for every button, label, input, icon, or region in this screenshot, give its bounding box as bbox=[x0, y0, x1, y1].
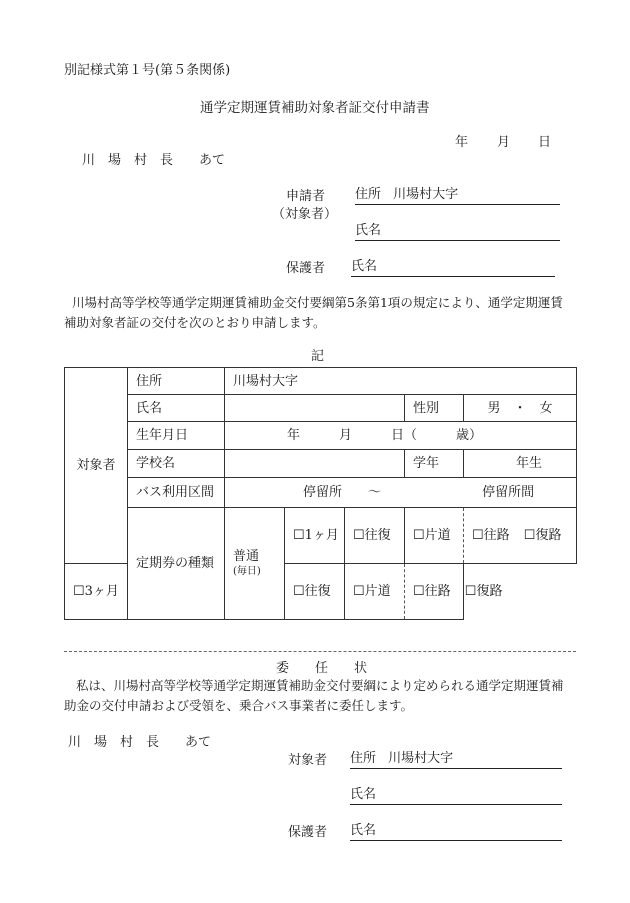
school-value-cell[interactable] bbox=[225, 450, 405, 478]
pass-type-sub: (毎日) bbox=[233, 566, 261, 577]
checkbox-oneway-2[interactable]: ☐片道 bbox=[345, 564, 405, 620]
delegation-address-label: 住所 bbox=[350, 751, 377, 766]
ki-label: 記 bbox=[311, 349, 325, 364]
delegation-address-field[interactable] bbox=[350, 752, 562, 769]
checkbox-outbound-1[interactable]: ☐往路 bbox=[472, 528, 510, 543]
checkbox-return-1[interactable]: ☐復路 bbox=[523, 528, 562, 543]
delegation-addressee: 川 場 村 長 あて bbox=[68, 735, 212, 750]
delegation-guardian-name-field[interactable] bbox=[350, 824, 562, 841]
applicant-name-label: 氏名 bbox=[355, 223, 382, 238]
applicant-address-field[interactable] bbox=[355, 188, 560, 205]
checkbox-roundtrip-1[interactable]: ☐往復 bbox=[345, 508, 405, 564]
delegation-subject-label: 対象者 bbox=[288, 753, 328, 768]
delegation-line1: 私は、川場村高等学校等通学定期運賃補助金交付要綱により定められる通学定期運賃補 bbox=[76, 678, 564, 693]
subject-label-cell: 対象者 bbox=[65, 368, 128, 564]
bus-to-text: 停留所間 bbox=[482, 485, 535, 500]
applicant-sublabel: （対象者） bbox=[272, 207, 338, 222]
gender-value-cell[interactable]: 男 ・ 女 bbox=[464, 395, 577, 422]
birth-label-cell: 生年月日 bbox=[128, 422, 225, 450]
addressee: 川 場 村 長 あて bbox=[82, 153, 226, 168]
checkbox-3month[interactable]: ☐3ヶ月 bbox=[65, 564, 128, 620]
checkbox-outbound-2[interactable]: ☐往路 bbox=[413, 584, 451, 599]
applicant-address-label: 住所 bbox=[355, 187, 382, 202]
gender-label-cell: 性別 bbox=[405, 395, 464, 422]
applicant-address-value: 川場村大字 bbox=[393, 187, 459, 202]
pass-type-text: 普通 bbox=[233, 549, 260, 564]
delegation-address-value: 川場村大字 bbox=[388, 751, 454, 766]
delegation-line2: 助金の交付申請および受領を、乗合バス事業者に委任します。 bbox=[64, 698, 414, 713]
pass-label-cell: 定期券の種類 bbox=[128, 508, 225, 620]
form-title: 通学定期運賃補助対象者証交付申請書 bbox=[200, 100, 430, 116]
delegation-guardian-name-label: 氏名 bbox=[350, 823, 377, 838]
application-table bbox=[64, 367, 577, 620]
delegation-guardian-label: 保護者 bbox=[288, 825, 328, 840]
guardian-name-label: 氏名 bbox=[351, 259, 378, 274]
bus-section-cell[interactable] bbox=[225, 478, 577, 508]
delegation-title: 委 任 状 bbox=[276, 661, 368, 676]
grade-value-cell[interactable]: 年生 bbox=[464, 450, 577, 478]
birth-value-cell[interactable]: 年 月 日（ 歳） bbox=[225, 422, 577, 450]
checkbox-return-2[interactable]: ☐復路 bbox=[464, 584, 503, 599]
applicant-label: 申請者 bbox=[286, 189, 326, 204]
date-day-label: 日 bbox=[538, 135, 552, 150]
checkbox-outbound-return-2[interactable] bbox=[405, 564, 503, 620]
cut-line-divider bbox=[64, 651, 576, 652]
checkbox-1month[interactable]: ☐1ヶ月 bbox=[285, 508, 345, 564]
pass-type-cell bbox=[225, 508, 285, 620]
checkbox-oneway-1[interactable]: ☐片道 bbox=[405, 508, 464, 564]
form-reference: 別記様式第１号(第５条関係) bbox=[64, 63, 231, 78]
body-text-line1: 川場村高等学校等通学定期運賃補助金交付要綱第5条第1項の規定により、通学定期運賃 bbox=[72, 295, 563, 310]
date-year-label: 年 bbox=[455, 135, 469, 150]
body-text-line2: 補助対象者証の交付を次のとおり申請します。 bbox=[64, 315, 326, 330]
grade-label-cell: 学年 bbox=[405, 450, 464, 478]
bus-from-text: 停留所 〜 bbox=[303, 485, 382, 500]
applicant-name-field[interactable] bbox=[355, 224, 560, 241]
address-label-cell: 住所 bbox=[128, 368, 225, 395]
bus-label-cell: バス利用区間 bbox=[128, 478, 225, 508]
school-label-cell: 学校名 bbox=[128, 450, 225, 478]
delegation-name-label: 氏名 bbox=[350, 787, 377, 802]
address-value-cell[interactable]: 川場村大字 bbox=[225, 368, 577, 395]
name-value-cell[interactable] bbox=[225, 395, 405, 422]
date-month-label: 月 bbox=[497, 135, 511, 150]
checkbox-roundtrip-2[interactable]: ☐往復 bbox=[285, 564, 345, 620]
guardian-label: 保護者 bbox=[286, 261, 326, 276]
checkbox-outbound-return-1[interactable] bbox=[464, 508, 577, 564]
delegation-name-field[interactable] bbox=[350, 788, 562, 805]
name-label-cell: 氏名 bbox=[128, 395, 225, 422]
guardian-name-field[interactable] bbox=[351, 260, 555, 277]
